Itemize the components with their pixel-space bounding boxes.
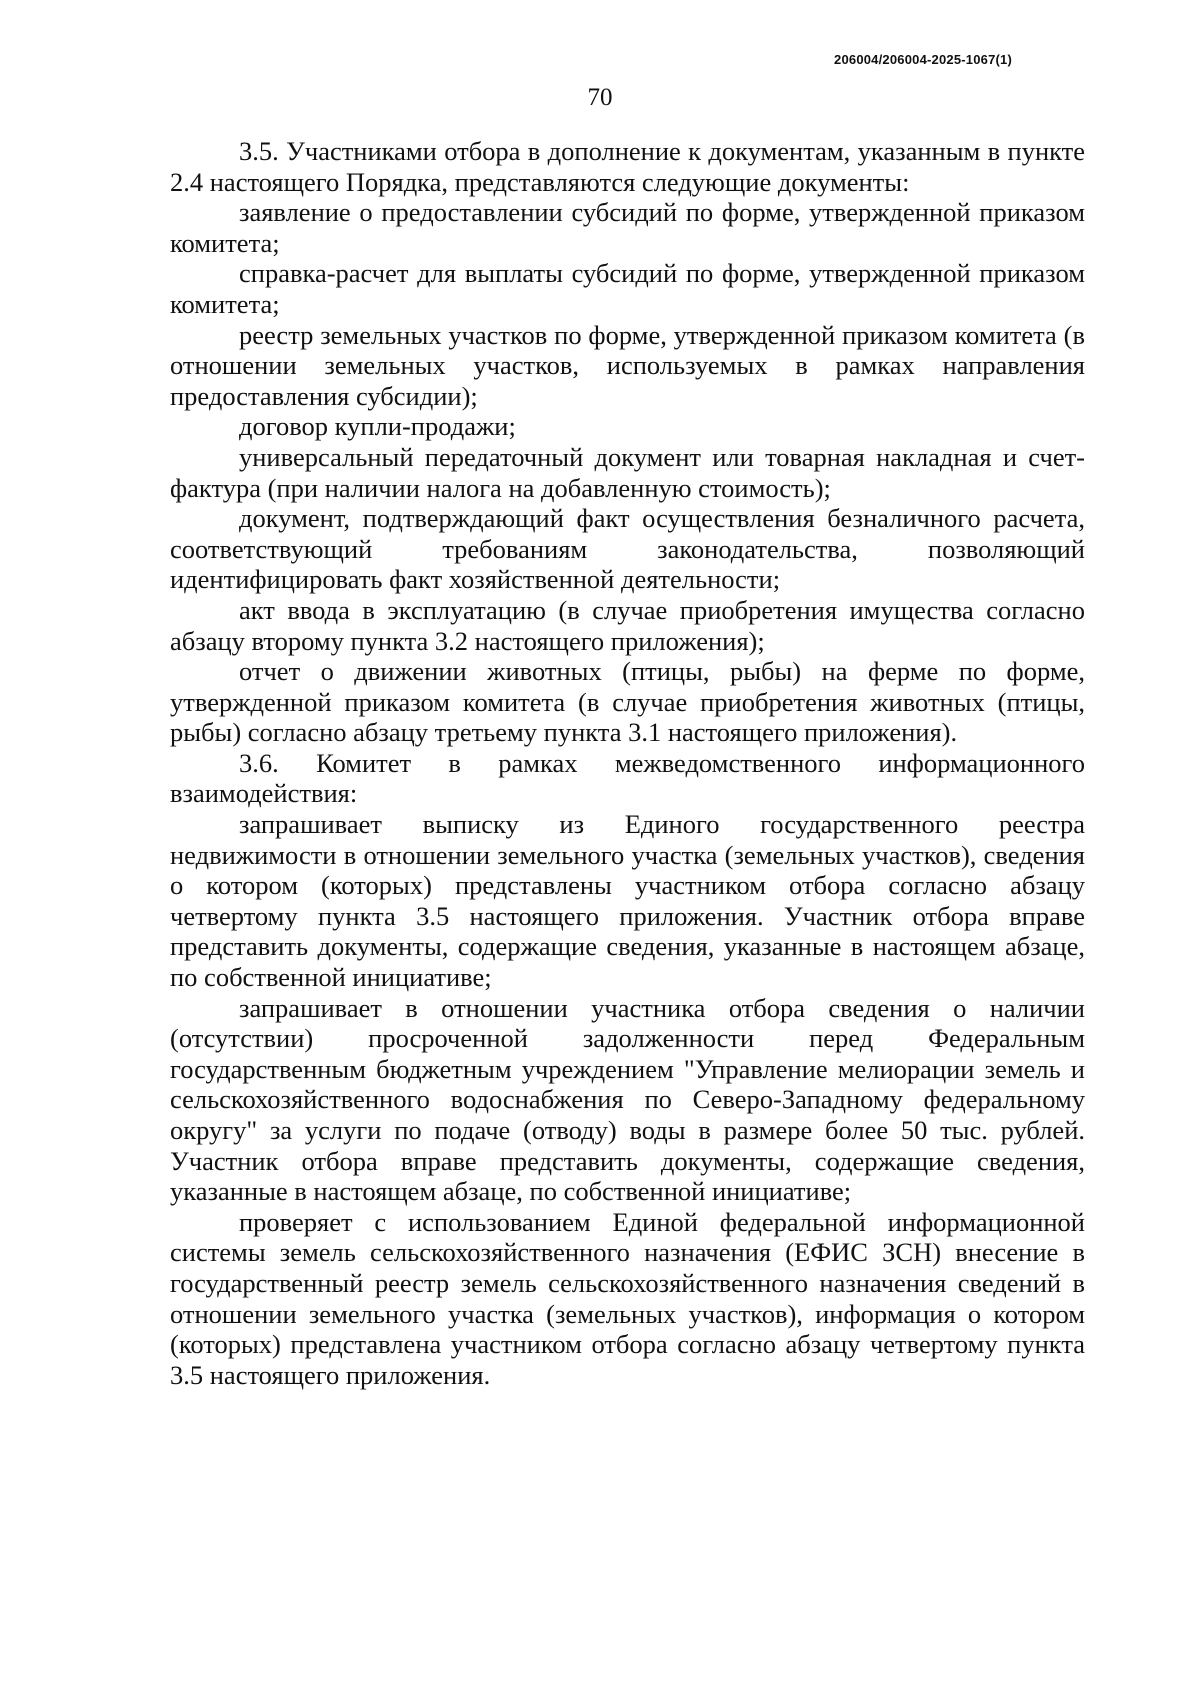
- paragraph: универсальный передаточный документ или товарная накладная и счет-фактура (при наличии налога на добавленную стоимость);: [170, 441, 1085, 503]
- paragraph: отчет о движении животных (птицы, рыбы) на ферме по форме, утвержденной приказом комитета (в случае приобретения животных (птицы, рыбы) согласно абзацу третьему пункта 3.1 настоящего приложения).: [170, 656, 1085, 748]
- paragraph: 3.5. Участниками отбора в дополнение к документам, указанным в пункте 2.4 настоящего Порядка, представляются следующие документы:: [170, 136, 1085, 197]
- paragraph: реестр земельных участков по форме, утвержденной приказом комитета (в отношении земельных участков, используемых в рамках направления предоставления субсидии);: [170, 319, 1085, 411]
- paragraph: акт ввода в эксплуатацию (в случае приобретения имущества согласно абзацу второму пункта 3.2 настоящего приложения);: [170, 594, 1085, 656]
- paragraph: заявление о предоставлении субсидий по форме, утвержденной приказом комитета;: [170, 197, 1085, 258]
- paragraph: документ, подтверждающий факт осуществления безналичного расчета, соответствующий требованиям законодательства, позволяющий идентифицировать факт хозяйственной деятельности;: [170, 503, 1085, 595]
- document-body: [170, 136, 1085, 1390]
- page-number: 70: [587, 84, 613, 111]
- paragraph: проверяет с использованием Единой федеральной информационной системы земель сельскохозяйственного назначения (ЕФИС ЗСН) внесение в государственный реестр земель сельскохозяйственного назначения сведений в отношении земельного участка (земельных участков), информация о котором (которых) представлена участником отбора согласно абзацу четвертому пункта 3.5 настоящего приложения.: [170, 1206, 1085, 1390]
- paragraph: договор купли-продажи;: [239, 411, 516, 442]
- paragraph: 3.6. Комитет в рамках межведомственного информационного взаимодействия:: [170, 747, 1085, 809]
- paragraph: запрашивает выписку из Единого государственного реестра недвижимости в отношении земельного участка (земельных участков), сведения о котором (которых) представлены участником отбора согласно абзацу четвертому пункта 3.5 настоящего приложения. Участник отбора вправе представить документы, содержащие сведения, указанные в настоящем абзаце, по собственной инициативе;: [170, 809, 1085, 993]
- paragraph: справка-расчет для выплаты субсидий по форме, утвержденной приказом комитета;: [170, 258, 1085, 319]
- paragraph: запрашивает в отношении участника отбора сведения о наличии (отсутствии) просроченной задолженности перед Федеральным государственным бюджетным учреждением "Управление мелиорации земель и сельскохозяйственного водоснабжения по Северо-Западному федеральному округу" за услуги по подаче (отводу) воды в размере более 50 тыс. рублей. Участник отбора вправе представить документы, содержащие сведения, указанные в настоящем абзаце, по собственной инициативе;: [170, 992, 1085, 1207]
- document-id: 206004/206004-2025-1067(1): [834, 52, 1012, 67]
